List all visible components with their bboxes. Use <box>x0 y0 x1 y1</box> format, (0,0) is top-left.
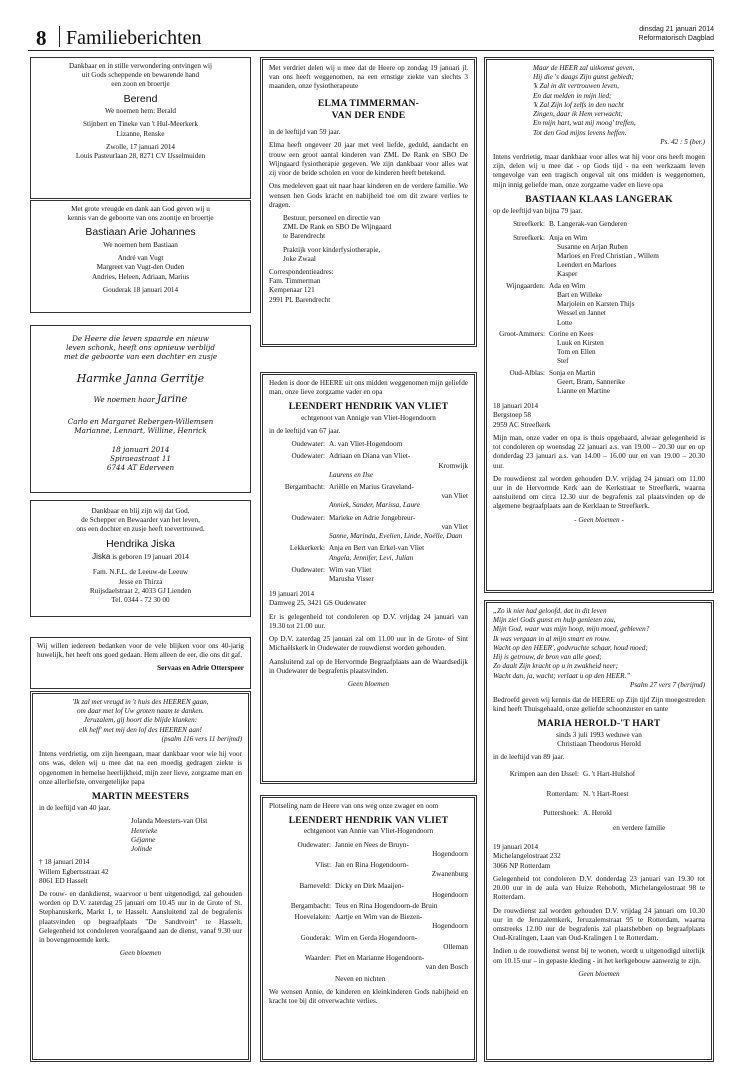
flowers: Geen bloemen <box>119 949 162 958</box>
text-line: Lekkerkerk: <box>289 544 325 553</box>
text-line: Jeruzalem, gij hoort die blijde klanken: <box>83 716 198 725</box>
deceased-name: MARTIN MEESTERS <box>91 790 190 802</box>
text-line: Stijnbert en Tineke van 't Hul-Meerkerk <box>83 120 198 129</box>
text-line: G. 't Hart-Hulshof <box>583 770 636 779</box>
text-line: Ruijsdaelstraat 2, 4033 GJ Lienden <box>89 586 192 595</box>
text-line: Fam. N.F.L. de Leeuw-de Leeuw <box>92 568 189 577</box>
text-line: ons een dochter en zusje heeft toevertrouwd. <box>76 525 205 534</box>
text-line: Wacht op den HEER', godvruchte schaar, houd moed; <box>493 643 648 652</box>
text-line: Gouderak: <box>300 933 331 942</box>
deceased-name: LEENDERT HENDRIK VAN VLIET <box>288 401 449 413</box>
text-line: Puttershoek: <box>543 808 579 817</box>
text-line: Marjolein en Karsten Thijs <box>557 300 635 309</box>
text-line: Vlist: <box>315 861 331 870</box>
text-line: A. van Vliet-Hogendoorn <box>329 440 403 449</box>
text-line: elk heff' met mij den lof des HEEREN aan! <box>79 725 202 734</box>
text-line: Jolanda Meesters-van Olst <box>131 817 208 826</box>
text-line: Marianne, Lennart, Willine, Henrick <box>74 425 207 435</box>
text-line: Michelangelostraat 232 <box>493 852 561 861</box>
deceased-name-line1: ELMA TIMMERMAN- <box>317 97 420 109</box>
text-line: Adriaan en Diana van Vliet- <box>329 452 411 461</box>
text-line: Jesse en Thirza <box>118 577 163 586</box>
text-line: Carlo en Margaret Rebergen-Willemsen <box>67 416 214 426</box>
text-line: Jannie en Nees de Bruyn- <box>335 840 409 849</box>
intro <box>37 62 244 90</box>
text-line: Sanne, Marinda, Evelien, Linde, Noëlle, Daan <box>329 532 463 541</box>
text-line: 19 januari 2014 <box>493 843 539 852</box>
text-line: kennis van de geboorte van ons zoontje en broertje <box>67 214 214 223</box>
text-line: Rotterdam: <box>546 789 579 798</box>
text-line: Jan en Rina Hogendoorn- <box>335 861 409 870</box>
text-line: Willem Egbertsstraat 42 <box>39 867 109 876</box>
text-line: We noemen haar <box>93 394 155 404</box>
text-line: Ik was vergaan in al mijn smart en rouw. <box>493 634 611 643</box>
text-line: Christiaan Theodorus Herold <box>557 739 641 748</box>
text-line: Géjanne <box>131 835 156 844</box>
text-line: En mijn hart, wat mij moog' treffen, <box>533 119 636 128</box>
text-line: Zwanenburg <box>431 870 468 879</box>
relatives-list <box>493 220 705 396</box>
text-line: Jiska <box>92 552 111 562</box>
text-line: Piet en Marianne Hogendoorn- <box>335 954 425 963</box>
address <box>493 402 705 430</box>
condolence: Er is gelegenheid tot condoleren op D.V. vrijdag 24 januari van 19.30 tot 21.00 uur. <box>269 612 468 630</box>
text-line: sinds 3 juli 1993 weduwe van <box>556 730 642 739</box>
text-line: Jolinde <box>131 845 153 854</box>
death-ad-herold <box>484 600 714 1062</box>
text-line: Corine en Kees <box>549 329 594 338</box>
age: in de leeftijd van 89 jaar. <box>493 753 565 762</box>
flowers: - Geen bloemen - <box>574 515 624 524</box>
deceased-name: LEENDERT HENDRIK VAN VLIET <box>288 815 449 827</box>
signed-2 <box>269 246 468 264</box>
text-line: Kasper <box>557 270 578 279</box>
text-line: Waarder: <box>304 954 331 963</box>
text-line: Damweg 25, 3421 GS Oudewater <box>269 599 367 608</box>
deceased-name: MARIA HEROLD-'T HART <box>537 718 661 730</box>
service: De rouwdienst zal worden gehouden D.V. vrijdag 24 januari om 10.30 uur in de Jeruzalemkerk, Jeruzalemstraat 95 te Rotterdam, waarna omstreeks 12.00 uur de begrafenis zal plaatshebben op begraafplaats Oud-Kralingen, Laan van Oud-Kralingen 1 te Rotterdam. <box>493 906 705 943</box>
age: in de leeftijd van 40 jaar. <box>39 804 111 813</box>
text-line: Oudewater: <box>291 452 325 461</box>
text-line: 2959 AC Streefkerk <box>493 420 551 429</box>
text-line: Marusha Visser <box>329 574 374 583</box>
parents <box>37 417 244 435</box>
thanks-ad-otterspeer <box>30 637 251 689</box>
condolence: Gelegenheid tot condoleren D.V. donderdag 23 januari van 19.30 tot 20.00 uur in de aula van Huize Rehoboth, Michelangelostraat 98 te Rotterdam. <box>493 874 705 902</box>
body-1: Elma heeft ongeveer 20 jaar met veel liefde, geduld, aandacht en trouw een groot aantal kinderen van ZML De Rank en SBO De Wijngaard fysiotherapie gegeven. We zijn dankbaar voor alles wat zij voor de beide scholen en voor de kinderen heeft betekend. <box>269 141 468 178</box>
signed-1 <box>269 214 468 242</box>
age: in de leeftijd van 67 jaar. <box>269 426 341 435</box>
text-line: 'k Zal Zijn lof zelfs in den nacht <box>533 100 624 109</box>
text-line: uit Gods scheppende en bewarende hand <box>81 71 200 80</box>
text-line: is geboren 19 januari 2014 <box>112 553 189 562</box>
text-line: Bart en Willeke <box>557 290 603 299</box>
verse <box>493 64 705 147</box>
paper-name: Reformatorisch Dagblad <box>638 34 714 42</box>
text-line: Zwolle, 17 januari 2014 <box>105 142 176 151</box>
text-line: Spiraeastraat 11 <box>110 454 171 464</box>
text-line: Anja en Wim <box>549 233 588 242</box>
text-line: Tom en Ellen <box>557 348 596 357</box>
text-line: Psalm 27 vers 7 (berijmd) <box>629 680 705 689</box>
death-ad-meesters <box>30 691 251 1062</box>
text-line: 8061 ED Hasselt <box>39 876 88 885</box>
header-divider <box>59 26 60 47</box>
text-line: Lianne en Martine <box>557 387 611 396</box>
laid-out: Mijn man, onze vader en opa is thuis opgebaard, alwaar gelegenheid is tot condoleren op woensdag 22 januari a.s. van 19.00 – 20.30 uur en op donderdag 23 januari a.s. van 14.00 – 16.00 uur en van 19.00 – 20.30 uur. <box>493 433 705 470</box>
text-line: N. 't Hart-Roest <box>583 789 629 798</box>
text-line: Geert, Bram, Sannerike <box>557 377 625 386</box>
text-line: Angela, Jennifer, Levi, Julian <box>329 553 414 562</box>
text-line: Hij die 's daags Zijn gunst gebiedt; <box>533 73 634 82</box>
text-line: Marieke en Adrie Jongebreur- <box>329 513 416 522</box>
text-line: Zo daalt Zijn kracht op u in zwakheid neer; <box>493 662 618 671</box>
text-line: Maar de HEER zal uitkomst geven, <box>533 64 635 72</box>
text-line: om daar met lof Uw groten naam te danken. <box>77 707 204 716</box>
text-line: Joke Zwaal <box>283 254 316 263</box>
spouse: echtgenoot van Annie van Vliet-Hogendoorn <box>303 827 434 836</box>
flowers: Geen bloemen <box>347 679 390 688</box>
text-line: Louis Pasteurlaan 28, 8271 CV IJsselmuiden <box>75 151 206 160</box>
text-line: Jarine <box>157 393 188 405</box>
relatives-list <box>269 841 468 984</box>
text-line: Bergstoep 58 <box>493 411 531 420</box>
text-line: Andries, Heleen, Adriaan, Marius <box>91 272 189 281</box>
address <box>493 843 705 871</box>
text-line: Leendert en Marloes <box>557 261 617 270</box>
birth-ad-bastiaan <box>30 200 251 313</box>
text-line: Streefkerk: <box>513 233 545 242</box>
text-line: Krimpen aan den IJssel: <box>509 770 579 779</box>
text-line: Anja en Bert van Erkel-van Vliet <box>329 544 425 553</box>
text-line: leven schonk, heeft ons opnieuw verblijd <box>66 343 215 353</box>
baby-name: Bastiaan Arie Johannes <box>85 226 196 239</box>
born-line <box>37 552 244 562</box>
deceased-name: BASTIAAN KLAAS LANGERAK <box>525 193 673 205</box>
text-line: Bergambacht: <box>290 902 331 911</box>
text-line: Hij is getrouw, de bron van alle goed; <box>493 653 602 662</box>
service: De rouw- en dankdienst, waarvoor u bent uitgenodigd, zal gehouden worden op D.V. zaterdag 25 januari om 10.45 uur in de Grote of St. Stephanuskerk, Markt 1, te Hasselt. Aansluitend zal de begrafenis plaatsvinden op begraafplaats "De Sandtvoirt" te Hasselt. Gelegenheid tot condoleren voorafgaand aan de dienst, vanaf 9.30 uur in bovengenoemde kerk. <box>39 889 242 945</box>
text-line: Oudewater: <box>291 440 325 449</box>
intro: Met verdriet delen wij u mee dat de Heere op zondag 19 januari jl. van ons heeft weggenomen, na een ernstige ziekte van slechts 3 maanden, onze fysiotherapeute <box>269 64 468 91</box>
address <box>37 143 244 161</box>
called-name <box>37 394 244 407</box>
text-line: Correspondentieadres: <box>269 268 334 277</box>
intro <box>37 205 244 223</box>
intro <box>37 507 244 535</box>
text-line: Neven en nichten <box>335 974 386 983</box>
address <box>37 445 244 473</box>
birth-ad-hendrika <box>30 500 251 617</box>
text-line: Lizanne, Renske <box>116 129 165 138</box>
text-line: Hogendoorn <box>432 890 468 899</box>
birth-ad-berend <box>30 57 251 199</box>
text-line: 19 januari 2014 <box>269 590 315 599</box>
text-line: Oudewater: <box>297 840 331 849</box>
text-line: Anniek, Sander, Marissa, Laure <box>329 501 420 510</box>
text-line: Mijn ziel Gods gunst en hulp genieten zou, <box>493 616 616 625</box>
text-line: Aartje en Wim van de Biezen- <box>335 913 423 922</box>
text-line: Sonja en Martin <box>549 368 596 377</box>
text-line: Wijngaarden: <box>506 281 545 290</box>
text-line: Met grote vreugde en dank aan God geven wij u <box>71 205 210 213</box>
text-line: Tot den God mijns levens heffen. <box>533 128 627 137</box>
text-line: Marloes en Fred Christian , Willem <box>557 251 659 260</box>
text-line: een zoon en broertje <box>111 80 170 89</box>
text-line: Wessel en Jannet <box>557 309 606 318</box>
section-title: Familieberichten <box>66 27 202 49</box>
text-line: Ps. 42 : 5 (ber.) <box>660 137 705 146</box>
family <box>37 254 244 282</box>
parents <box>37 120 244 138</box>
address <box>269 590 468 608</box>
text-line: Dicky en Dirk Maaijen- <box>335 881 404 890</box>
text-line: Hogendoorn <box>432 849 468 858</box>
text-line: Streefkerk: <box>513 220 545 229</box>
text-line: B. Langerak-van Genderen <box>549 220 628 229</box>
text-line: Kempenaar 121 <box>269 286 315 295</box>
text-line: Laurens en Ilse <box>329 470 374 479</box>
text-line: Praktijk voor kinderfysiotherapie, <box>283 245 381 254</box>
intro: Intens verdrietig, om zijn heengaan, maar dankbaar voor wie hij voor ons was, delen wij u mee dat na een moedig gedragen ziekte is opgenomen in hemelse heerlijkheid, mijn zeer lieve, zorgzame man en onze allerliefste, onvergetelijke papa <box>39 750 242 786</box>
flowers: Geen bloemen <box>578 969 620 978</box>
intro: Intens verdrietig, maar dankbaar voor alles wat hij voor ons heeft mogen zijn, delen wij u mee dat - op Gods tijd - na een werkzaam leven tengevolge van een tragisch ongeval uit ons midden is weggenomen, mijn innig geliefde man, onze zorgzame vader en lieve opa <box>493 152 705 189</box>
text-line: Dankbaar en in stille verwondering ontvingen wij <box>69 62 212 70</box>
text-line: † 18 januari 2014 <box>39 858 90 867</box>
text-line: 6744 AT Ederveen <box>106 463 175 473</box>
called-name: We noemen hem: Berald <box>104 107 177 116</box>
text-line: Dankbaar en blij zijn wij dat God, <box>91 507 190 515</box>
verse <box>39 698 242 744</box>
text-line: Mijn God, waar was mijn hoop, mijn moed, gebleven? <box>493 625 650 634</box>
text-line: Kromwijk <box>438 461 468 470</box>
baby-name: Harmke Janna Gerritje <box>76 371 205 385</box>
baby-name: Berend <box>123 92 158 105</box>
thanks-text: Wij willen iedereen bedanken voor de vele blijken voor ons 40-jarig huwelijk, het heeft ons goed gedaan. Hem alleen de eer, die ons dit gaf. <box>37 642 244 660</box>
text-line: Barneveld: <box>299 881 331 890</box>
baby-name: Hendrika Jiska <box>106 537 175 550</box>
text-line: Oudewater: <box>291 513 325 522</box>
body-2: Ons medeleven gaat uit naar haar kinderen en de verdere familie. We wensen hen Gods kracht en nabijheid toe om dit zware verlies te dragen. <box>269 182 468 209</box>
text-line: 'Ik zal met vreugd in 't huis des HEEREN gaan, <box>72 698 209 706</box>
intro: Heden is door de HEERE uit ons midden weggenomen mijn geliefde man, onze lieve zorgzame vader en opa <box>269 379 468 397</box>
text-line: Oudewater: <box>291 565 325 574</box>
text-line: van Vliet <box>441 522 468 531</box>
relatives-list <box>269 440 468 584</box>
text-line: A. Herold <box>583 808 612 817</box>
text-line: te Barendrecht <box>283 232 326 241</box>
attendance: Indien u de rouwdienst wenst bij te wonen, wordt u uitgenodigd uiterlijk om 10.15 uur – in gepaste kleding - in het kerkgebouw aanwezig te zijn. <box>493 947 705 965</box>
text-line: Bergambacht: <box>284 483 325 492</box>
age: in de leeftijd van 59 jaar. <box>269 128 341 137</box>
text-line: 'k Zal in dit vertrouwen leven, <box>533 82 619 91</box>
intro: Bedroefd geven wij kennis dat de HEERE op Zijn tijd Zijn moegestreden kind heeft Thuisgehaald, onze geliefde schoonzuster en tante <box>493 695 705 714</box>
text-line: 18 januari 2014 <box>493 402 539 411</box>
text-line: Olleman <box>443 942 468 951</box>
text-line: Margreet van Vugt-den Ouden <box>96 263 185 272</box>
service: De rouwdienst zal worden gehouden D.V. vrijdag 24 januari om 11.00 uur in de Hervormde Kerk aan de Kerkstraat te Streefkerk, waarna aansluitend om circa 12.30 uur de begrafenis zal plaatsvinden op de algemene begraafplaats aan de Kerklaan te Streefkerk. <box>493 474 705 511</box>
intro: Plotseling nam de Heere van ons weg onze zwager en oom <box>269 802 439 810</box>
text-line: Hogendoorn <box>432 922 468 931</box>
called-name: We noemen hem Bastiaan <box>103 240 178 249</box>
text-line: Susanne en Arjan Ruben <box>557 242 628 251</box>
intro <box>37 334 244 362</box>
family <box>37 568 244 605</box>
correspondence <box>269 268 468 305</box>
extended-family: en verdere familie <box>613 823 666 832</box>
family <box>39 817 242 854</box>
text-line: 2991 PL Barendrecht <box>269 295 331 304</box>
text-line: De Heere die leven spaarde en nieuw <box>72 334 209 343</box>
death-ad-vliet-family <box>260 372 477 784</box>
text-line: (psalm 116 vers 11 berijmd) <box>161 734 242 743</box>
widow-of <box>493 731 705 749</box>
text-line: André van Vugt <box>117 254 164 263</box>
age: op de leeftijd van bijna 79 jaar. <box>493 207 583 216</box>
service: Op D.V. zaterdag 25 januari zal om 11.00 uur in de Grote- of Sint Michaëlskerk in Oudewater de rouwdienst worden gehouden. <box>269 635 468 653</box>
deceased-name-line2: VAN DER ENDE <box>331 109 406 121</box>
issue-date: dinsdag 21 januari 2014 <box>639 26 714 33</box>
spouse: echtgenoot van Annigje van Vliet-Hogendoorn <box>301 413 436 422</box>
text-line: „Zo ik niet had geloofd, dat in dit leven <box>493 607 607 615</box>
death-ad-vliet-inlaws <box>260 795 477 1062</box>
text-line: Ada en Wim <box>549 281 586 290</box>
signed: Servaas en Adrie Otterspeer <box>157 664 244 673</box>
place-date: Gouderak 18 januari 2014 <box>102 285 179 294</box>
text-line: Hoevelaken: <box>294 913 331 922</box>
text-line: Stef <box>557 357 569 366</box>
text-line: Luuk en Kirsten <box>557 338 604 347</box>
verse <box>493 607 705 690</box>
text-line: Wacht dan, ja, wacht; verlaat u op den HEER.” <box>493 671 631 680</box>
death-ad-timmerman <box>260 57 477 347</box>
page-number: 8 <box>36 26 47 50</box>
text-line: Ariëlle en Marius Graveland- <box>329 483 414 492</box>
text-line: 3066 NP Rotterdam <box>493 861 551 870</box>
page-header <box>28 24 714 51</box>
text-line: Teus en Rina Hogendoorn-de Bruin <box>335 902 438 911</box>
text-line: Wim en Gerda Hogendoorn- <box>335 933 418 942</box>
text-line: En dat melden in mijn lied; <box>533 91 612 100</box>
text-line: Lotte <box>557 318 573 327</box>
text-line: Henrieke <box>131 826 158 835</box>
dateline <box>639 26 714 44</box>
text-line: Wim van Vliet <box>329 565 372 574</box>
text-line: Oud-Alblas: <box>509 368 545 377</box>
text-line: Zingen, daar ik Hem verwacht; <box>533 110 624 119</box>
text-line: met de geboorte van een dochter en zusje <box>63 352 218 362</box>
text-line: van Vliet <box>441 492 468 501</box>
closing: We wensen Annie, de kinderen en kleinkinderen Gods nabijheid en kracht toe bij dit onverwachte verlies. <box>269 987 468 1005</box>
birth-ad-harmke <box>30 325 251 493</box>
burial: Aansluitend zal op de Hervormde Begraafplaats aan de Waardsedijk in Oudewater de begrafenis plaatsvinden. <box>269 657 468 675</box>
death-ad-langerak <box>484 57 714 593</box>
text-line: Bestuur, personeel en directie van <box>283 213 381 222</box>
text-line: van den Bosch <box>425 963 468 972</box>
text-line: Fam. Timmerman <box>269 277 321 286</box>
relatives-list <box>493 770 705 818</box>
text-line: Groot-Ammers: <box>499 329 545 338</box>
text-line: Tel. 0344 - 72 30 00 <box>111 595 170 604</box>
text-line: ZML De Rank en SBO De Wijngaard <box>283 223 392 232</box>
address <box>39 858 242 886</box>
text-line: 18 januari 2014 <box>111 444 170 454</box>
text-line: de Schepper en Bewaarder van het leven, <box>81 516 200 525</box>
